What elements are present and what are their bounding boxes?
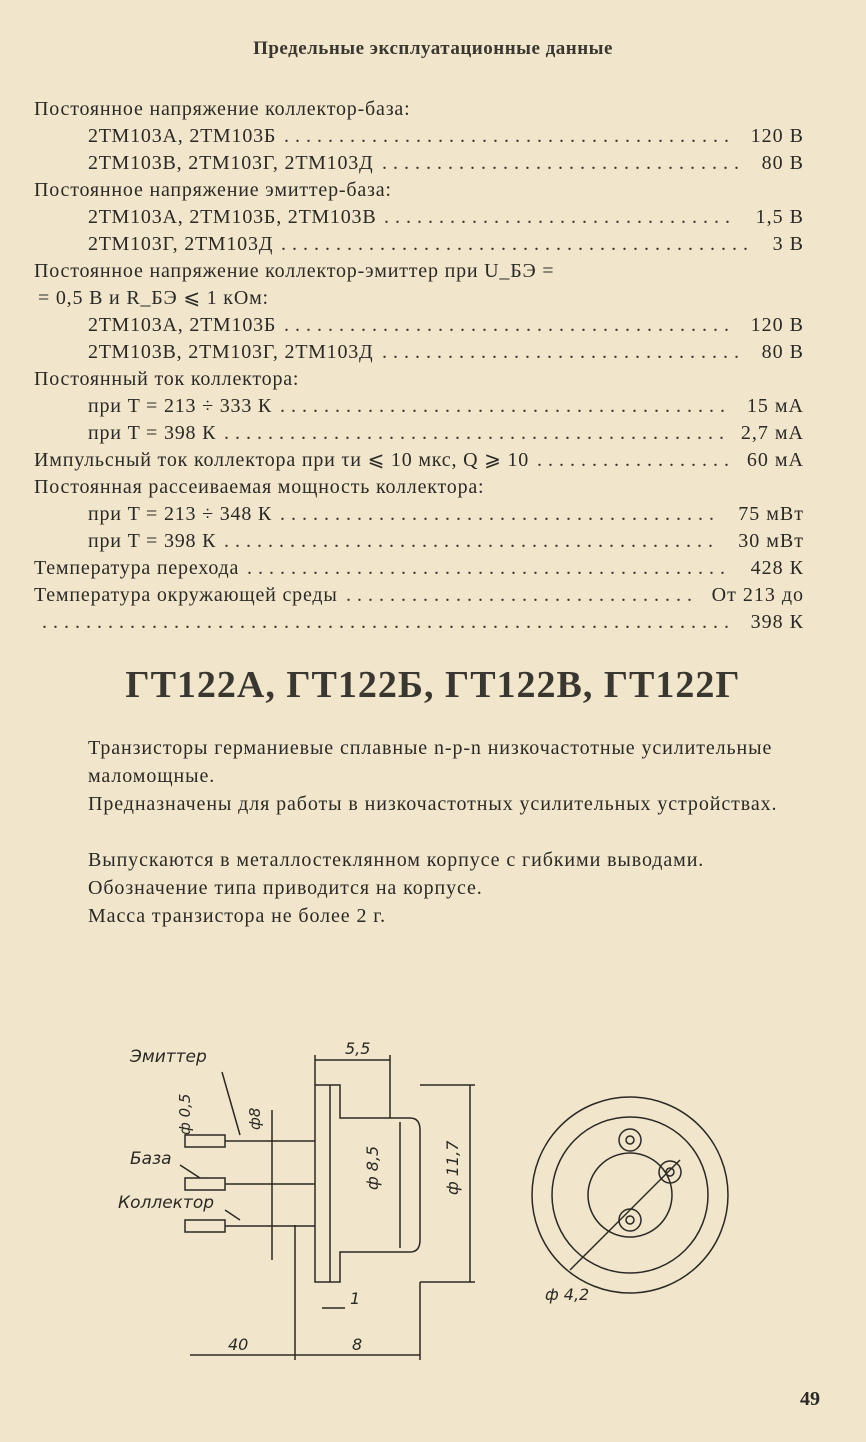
base-lead-stub [185,1178,225,1190]
spec-row [34,285,814,312]
paragraph-text: Масса транзистора не более 2 г. [88,905,387,927]
spec-value: 15 мА [746,395,804,417]
spec-row [34,555,814,582]
spec-label: Температура окружающей среды [34,584,338,606]
label-emitter: Эмиттер [130,1047,207,1067]
collector-lead-stub [185,1220,225,1232]
spec-label: Постоянное напряжение коллектор-эмиттер при U_БЭ = [34,260,555,282]
spec-value: 75 мВт [738,503,804,525]
dim-40: 40 [228,1335,249,1354]
spec-value: 3 В [772,233,804,255]
dim-d8: ф8 [246,1107,264,1130]
transistor-outline-drawing [100,1030,820,1370]
spec-row [34,393,814,420]
spec-row [34,501,814,528]
dim-5-5: 5,5 [345,1039,371,1058]
bottom-view-outer [532,1097,728,1293]
dim-d4-2: ф 4,2 [545,1285,590,1304]
spec-value: 60 мА [746,449,804,471]
emitter-lead-stub [185,1135,225,1147]
spec-label: при T = 213 ÷ 333 К [88,395,273,417]
pin-hole-3 [619,1209,641,1231]
paragraph-description [40,734,816,790]
paragraph-purpose [40,790,816,818]
spec-label: Постоянная рассеиваемая мощность коллектора: [34,476,485,498]
spec-row [34,204,814,231]
bottom-view-flange [552,1117,708,1273]
spec-label: Постоянное напряжение коллектор-база: [34,98,411,120]
section-title: ГТ122А, ГТ122Б, ГТ122В, ГТ122Г [125,664,741,706]
spec-label: 2ТМ103В, 2ТМ103Г, 2ТМ103Д [88,152,374,174]
leader-dots: ........................................ [280,503,720,525]
spec-value: 80 В [761,341,804,363]
leader-dots: ............................................................... [42,611,735,633]
leader-dots: ................................. [382,152,745,174]
dim-d8-5: ф 8,5 [363,1145,382,1190]
leader-dots: .................. [537,449,735,471]
spec-value: 120 В [750,314,804,336]
pin-hole-1 [619,1129,641,1151]
spec-row [34,609,814,636]
spec-row [34,177,814,204]
leader-dots: ......................................... [284,314,735,336]
spec-row [34,420,814,447]
spec-row [34,447,814,474]
leader-dots: ......................................... [284,125,735,147]
label-base: База [130,1149,172,1169]
dim-8: 8 [352,1335,363,1354]
leader-dots: .............................................. [224,422,730,444]
label-collector: Коллектор [118,1193,215,1213]
leader-dots: ................................ [384,206,736,228]
spec-label: Температура перехода [34,557,240,579]
spec-value: 30 мВт [738,530,804,552]
spec-label: 2ТМ103Г, 2ТМ103Д [88,233,274,255]
spec-label: 2ТМ103А, 2ТМ103Б [88,125,277,147]
dim-d11-7: ф 11,7 [443,1140,462,1195]
spec-label: Постоянный ток коллектора: [34,368,300,390]
spec-row [34,231,814,258]
leader-dots: ........................................... [281,233,754,255]
spec-row [34,366,814,393]
dim-1: 1 [350,1289,361,1308]
spec-value: 1,5 В [755,206,804,228]
spec-label: = 0,5 В и R_БЭ ⩽ 1 кОм: [38,287,269,309]
spec-value: 2,7 мА [740,422,804,444]
spec-label: при T = 398 К [88,422,217,444]
paragraph-mass [40,902,816,930]
spec-value: 428 К [750,557,804,579]
spec-row [34,150,814,177]
spec-value: 80 В [761,152,804,174]
spec-label: 2ТМ103А, 2ТМ103Б, 2ТМ103В [88,206,377,228]
leader-dots: ......................................... [280,395,731,417]
spec-row [34,96,814,123]
spec-label: Импульсный ток коллектора при τи ⩽ 10 мкс, Q ⩾ 10 [34,449,530,471]
page-number: 49 [800,1388,820,1410]
paragraph-text: Выпускаются в металлостеклянном корпусе с гибкими выводами. Обозначение типа приводится на корпусе. [88,849,705,899]
leader-dots: ............................................ [247,557,731,579]
spec-label: Постоянное напряжение эмиттер-база: [34,179,392,201]
spec-row [34,312,814,339]
running-head: Предельные эксплуатационные данные [253,38,613,59]
leader-dots: ............................................. [224,530,719,552]
spec-label: при T = 213 ÷ 348 К [88,503,273,525]
spec-row [34,339,814,366]
spec-value: 398 К [750,611,804,633]
leader-dots: ................................ [346,584,698,606]
paragraph-package [40,846,816,902]
spec-list [34,96,814,636]
spec-row [34,582,814,609]
spec-value: От 213 до [711,584,804,606]
paragraph-text: Транзисторы германиевые сплавные n-p-n низкочастотные усилительные маломощные. [88,737,773,787]
leader-dots: ................................. [382,341,745,363]
paragraph-text: Предназначены для работы в низкочастотных усилительных устройствах. [88,793,778,815]
dim-d0-5: ф 0,5 [176,1093,194,1135]
spec-row [34,474,814,501]
spec-label: 2ТМ103А, 2ТМ103Б [88,314,277,336]
spec-row [34,528,814,555]
spec-label: 2ТМ103В, 2ТМ103Г, 2ТМ103Д [88,341,374,363]
pin-hole-2 [659,1161,681,1183]
spec-label: при T = 398 К [88,530,217,552]
spec-value: 120 В [750,125,804,147]
spec-row [34,258,814,285]
spec-row [34,123,814,150]
